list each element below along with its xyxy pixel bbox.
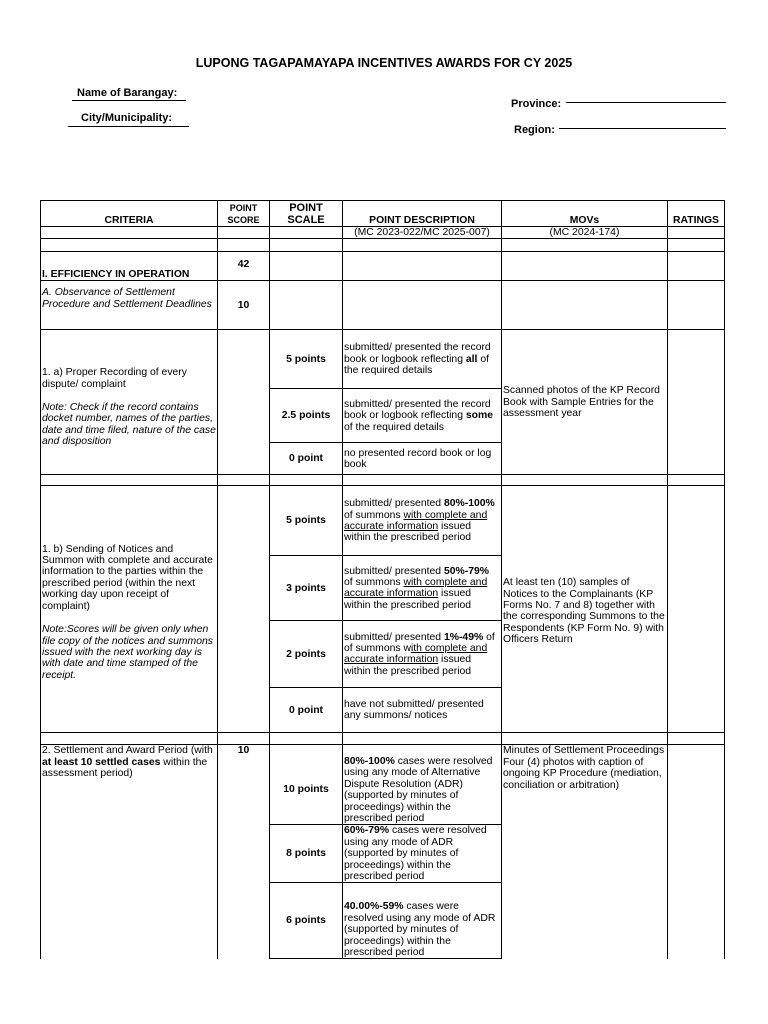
section-row <box>41 252 725 281</box>
points-cell: 8 points <box>270 825 343 883</box>
criteria-header: CRITERIA <box>41 201 218 227</box>
points-cell: 2.5 points <box>270 389 343 443</box>
points-cell: 5 points <box>270 486 343 556</box>
item-2-movs: Minutes of Settlement Proceedings Four (4) photos with caption of ongoing KP Procedure (mediation, conciliation or arbitration) <box>502 745 668 959</box>
description-reference: (MC 2023-022/MC 2025-007) <box>343 227 502 239</box>
item-1a-title: 1. a) Proper Recording of every dispute/ complaint <box>42 367 187 390</box>
item-1b-title: 1. b) Sending of Notices and Summon with complete and accurate information to the parties within the prescribed period (within the next working day upon receipt of complaint) <box>42 543 213 612</box>
barangay-field[interactable] <box>72 100 186 101</box>
criteria-table <box>40 200 725 959</box>
table-header-row <box>41 201 725 227</box>
description-cell: 60%-79% cases were resolved using any mode of ADR (supported by minutes of proceedings) within the prescribed period <box>343 825 502 883</box>
rating-cell[interactable] <box>668 330 725 475</box>
points-cell: 5 points <box>270 330 343 389</box>
points-cell: 6 points <box>270 883 343 959</box>
item-1b-criteria <box>41 486 218 733</box>
barangay-label: Name of Barangay: <box>77 87 178 99</box>
points-cell: 3 points <box>270 556 343 621</box>
subsection-a-label: A. Observance of Settlement Procedure and Settlement Deadlines <box>41 281 218 330</box>
item-2-score: 10 <box>218 745 270 959</box>
movs-header: MOVs <box>502 201 668 227</box>
description-cell: submitted/ presented the record book or logbook reflecting all of the required details <box>343 330 502 389</box>
province-label: Province: <box>511 98 562 110</box>
description-cell: no presented record book or log book <box>343 443 502 475</box>
point-score-header: POINT SCORE <box>218 201 270 227</box>
item-1b-note: Note:Scores will be given only when file copy of the notices and summons issued with the next working day is with date and time stamped of the receipt. <box>42 624 213 681</box>
item-1a-criteria <box>41 330 218 475</box>
points-cell: 0 point <box>270 688 343 733</box>
section-efficiency-label: I. EFFICIENCY IN OPERATION <box>41 252 218 281</box>
city-label: City/Municipality: <box>81 112 173 124</box>
table-row <box>41 486 725 556</box>
city-field[interactable] <box>68 126 189 127</box>
section-efficiency-score: 42 <box>218 252 270 281</box>
item-1a-note: Note: Check if the record contains docket number, names of the parties, date and time filed, nature of the case and disposition <box>42 402 216 448</box>
points-cell: 10 points <box>270 745 343 825</box>
document-title: LUPONG TAGAPAMAYAPA INCENTIVES AWARDS FOR CY 2025 <box>195 56 573 70</box>
points-cell: 2 points <box>270 621 343 688</box>
description-cell: submitted/ presented the record book or logbook reflecting some of the required details <box>343 389 502 443</box>
rating-cell[interactable] <box>668 745 725 959</box>
item-1b-movs: At least ten (10) samples of Notices to the Complainants (KP Forms No. 7 and 8) together with the corresponding Summons to the Respondents (KP Form No. 9) with Officers Return <box>502 486 668 733</box>
region-label: Region: <box>514 124 555 136</box>
point-description-header: POINT DESCRIPTION <box>343 201 502 227</box>
spacer-row <box>41 239 725 252</box>
point-scale-header: POINT SCALE <box>270 201 343 227</box>
description-cell: submitted/ presented 1%-49% of of summons with complete and accurate information issued within the prescribed period <box>343 621 502 688</box>
province-field[interactable] <box>566 102 726 103</box>
item-1a-movs: Scanned photos of the KP Record Book with Sample Entries for the assessment year <box>502 330 668 475</box>
table-subheader-row <box>41 227 725 239</box>
points-cell: 0 point <box>270 443 343 475</box>
description-cell: 40.00%-59% cases were resolved using any mode of ADR (supported by minutes of proceedings) within the prescribed period <box>343 883 502 959</box>
region-field[interactable] <box>559 128 726 129</box>
ratings-header: RATINGS <box>668 201 725 227</box>
rating-cell[interactable] <box>668 486 725 733</box>
description-cell: submitted/ presented 50%-79% of summons with complete and accurate information issued within the prescribed period <box>343 556 502 621</box>
item-2-criteria: 2. Settlement and Award Period (with at least 10 settled cases within the assessment period) <box>41 745 218 959</box>
table-row <box>41 330 725 389</box>
table-row <box>41 745 725 825</box>
subsection-a-score: 10 <box>218 281 270 330</box>
description-cell: 80%-100% cases were resolved using any mode of Alternative Dispute Resolution (ADR) (supported by minutes of proceedings) within the prescribed period <box>343 745 502 825</box>
movs-reference: (MC 2024-174) <box>502 227 668 239</box>
description-cell: have not submitted/ presented any summons/ notices <box>343 688 502 733</box>
spacer-row <box>41 475 725 486</box>
subsection-row <box>41 281 725 330</box>
spacer-row <box>41 733 725 745</box>
description-cell: submitted/ presented 80%-100% of summons with complete and accurate information issued within the prescribed period <box>343 486 502 556</box>
